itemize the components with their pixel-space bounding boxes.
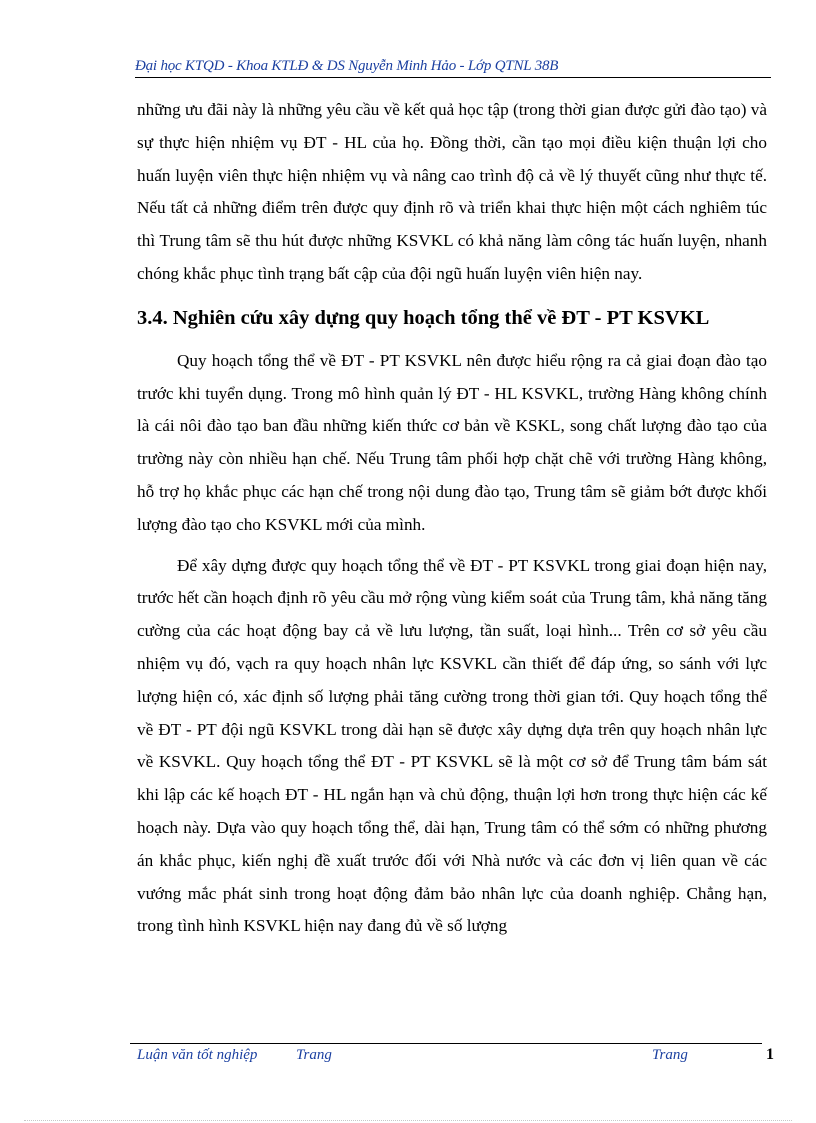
paragraph-continuation: những ưu đãi này là những yêu cầu về kết quả học tập (trong thời gian được gửi đào tạo) và sự thực hiện nhiệm vụ ĐT - HL của họ. Đồng thời, cần tạo mọi điều kiện thuận lợi cho huấn luyện viên thực hiện nhiệm vụ và nâng cao trình độ cả về lý thuyết cũng như thực tế. Nếu tất cả những điểm trên được quy định rõ và triển khai thực hiện một cách nghiêm túc thì Trung tâm sẽ thu hút được những KSVKL có khả năng làm công tác huấn luyện, nhanh chóng khắc phục tình trạng bất cập của đội ngũ huấn luyện viên hiện nay. [137,100,767,283]
header-divider [135,77,771,78]
spacer [137,542,767,550]
paragraph: Quy hoạch tổng thể về ĐT - PT KSVKL nên được hiểu rộng ra cả giai đoạn đào tạo trước khi tuyển dụng. Trong mô hình quản lý ĐT - HL KSVKL, trường Hàng không chính là cái nôi đào tạo ban đầu những kiến thức cơ bản về KSKL, song chất lượng đào tạo của trường này còn nhiều hạn chế. Nếu Trung tâm phối hợp chặt chẽ với trường Hàng không, hỗ trợ họ khắc phục các hạn chế trong nội dung đào tạo, Trung tâm sẽ giảm bớt được khối lượng đào tạo cho KSVKL mới của mình. [137,350,767,534]
spacer [137,337,767,345]
spacer [137,291,767,299]
page-header: Đại học KTQD - Khoa KTLĐ & DS Nguyễn Minh Hảo - Lớp QTNL 38B [135,58,559,74]
footer-page-label-right: Trang [652,1047,688,1063]
paragraph: Để xây dựng được quy hoạch tổng thể về ĐT - PT KSVKL trong giai đoạn hiện nay, trước hết cần hoạch định rõ yêu cầu mở rộng vùng kiểm soát của Trung tâm, khả năng tăng cường của các hoạt động bay cả về lưu lượng, tần suất, loại hình... Trên cơ sở yêu cầu nhiệm vụ đó, vạch ra quy hoạch nhân lực KSVKL cần thiết để đáp ứng, so sánh với lực lượng hiện có, xác định số lượng phải tăng cường trong thời gian tới. Quy hoạch tổng thể về ĐT - PT đội ngũ KSVKL trong dài hạn sẽ được xây dựng dựa trên quy hoạch nhân lực về KSVKL. Quy hoạch tổng thể ĐT - PT KSVKL sẽ là một cơ sở để Trung tâm bám sát khi lập các kế hoạch ĐT - HL ngắn hạn và chủ động, thuận lợi hơn trong thực hiện các kế hoạch này. Dựa vào quy hoạch tổng thể, dài hạn, Trung tâm có thể sớm có những phương án khắc phục, kiến nghị đề xuất trước đối với Nhà nước và các đơn vị liên quan về các vướng mắc phát sinh trong hoạt động đảm bảo nhân lực của doanh nghiệp. Chẳng hạn, trong tình hình KSVKL hiện nay đang đủ về số lượng [137,555,767,936]
footer-divider [130,1043,762,1044]
footer-page-label: Trang [296,1047,332,1063]
section-heading: 3.4. Nghiên cứu xây dựng quy hoạch tổng thể về ĐT - PT KSVKL [137,306,710,329]
document-body [137,94,767,943]
footer-thesis-label: Luận văn tốt nghiệp [137,1047,258,1063]
page-edge [24,1120,792,1121]
page-number: 1 [766,1046,774,1063]
